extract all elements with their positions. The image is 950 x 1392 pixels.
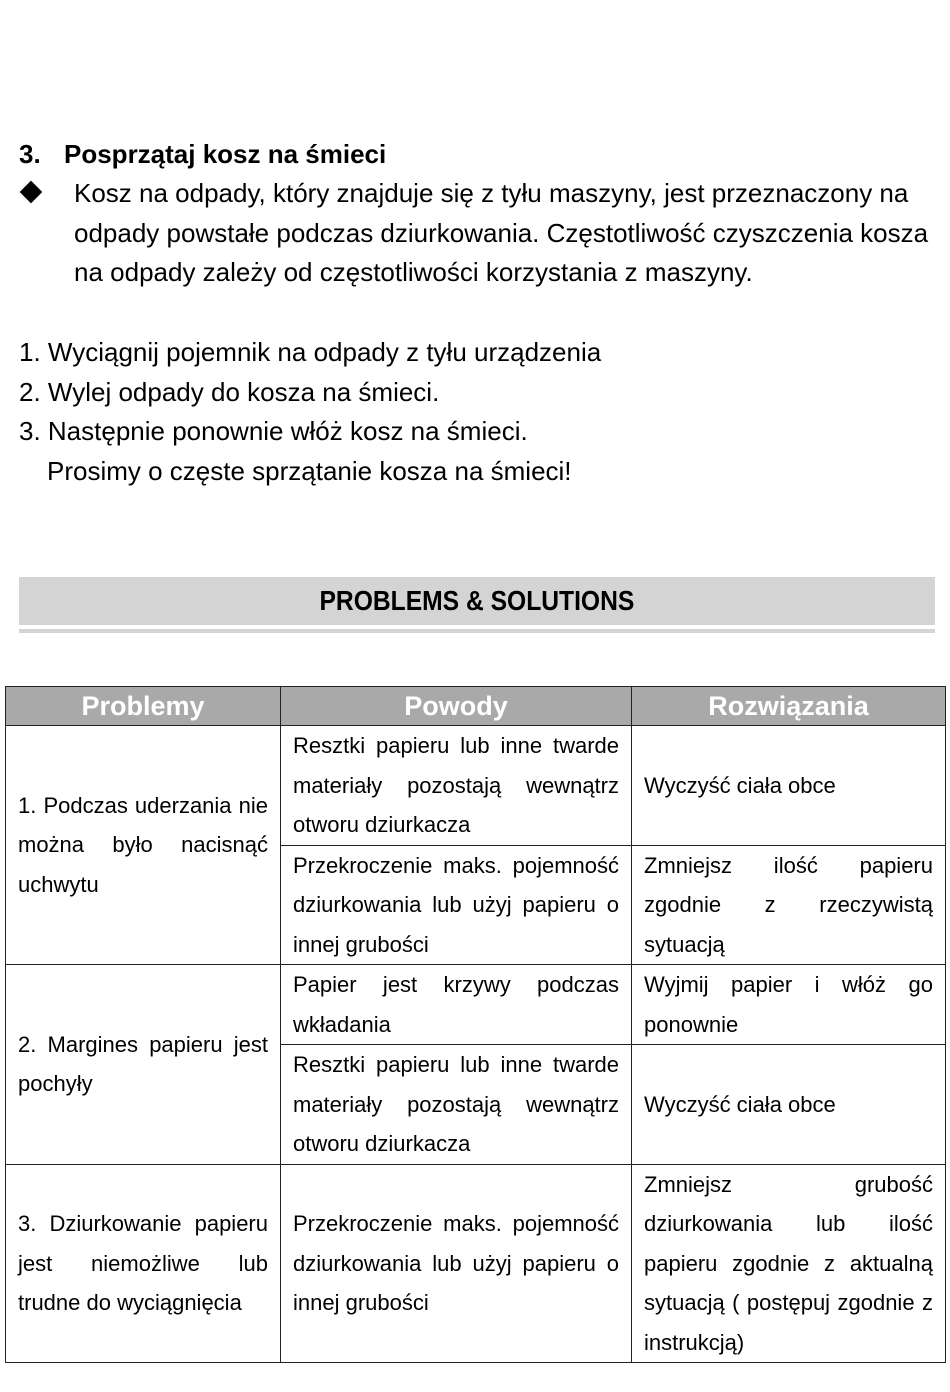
solution-cell: Zmniejsz ilość papieru zgodnie z rzeczywistą sytuacją: [632, 845, 946, 965]
problem-cell: 3. Dziurkowanie papieru jest niemożliwe lub trudne do wyciągnięcia: [6, 1164, 281, 1363]
problem-cell: 1. Podczas uderzania nie można było nacisnąć uchwytu: [6, 726, 281, 965]
table-header-row: [6, 687, 946, 726]
reason-cell: Resztki papieru lub inne twarde materiały pozostają wewnątrz otworu dziurkacza: [281, 726, 632, 846]
reason-cell: Przekroczenie maks. pojemność dziurkowania lub użyj papieru o innej grubości: [281, 845, 632, 965]
problem-cell: 2. Margines papieru jest pochyły: [6, 965, 281, 1165]
section-banner: [19, 577, 935, 625]
section-number: 3.: [19, 139, 41, 169]
step-item: 3. Następnie ponownie włóż kosz na śmieci.: [19, 416, 528, 446]
diamond-bullet-icon: [20, 181, 43, 204]
step-item: 1. Wyciągnij pojemnik na odpady z tyłu urządzenia: [19, 337, 602, 367]
solution-cell: Wyjmij papier i włóż go ponownie: [632, 965, 946, 1045]
problems-solutions-table: [5, 686, 946, 1363]
step-item: 2. Wylej odpady do kosza na śmieci.: [19, 376, 440, 407]
banner-title: PROBLEMS & SOLUTIONS: [319, 585, 635, 616]
header-causes: Powody: [281, 687, 632, 726]
steps-list: [19, 333, 601, 491]
header-problems: Problemy: [6, 687, 281, 726]
solution-cell: Zmniejsz grubość dziurkowania lub ilość papieru zgodnie z aktualną sytuacją ( postępuj zgodnie z instrukcją): [632, 1164, 946, 1363]
header-solutions: Rozwiązania: [632, 687, 946, 726]
section-heading: [19, 139, 386, 170]
cleaning-note: Prosimy o częste sprzątanie kosza na śmieci!: [47, 455, 572, 486]
reason-cell: Papier jest krzywy podczas wkładania: [281, 965, 632, 1045]
reason-cell: Resztki papieru lub inne twarde materiały pozostają wewnątrz otworu dziurkacza: [281, 1045, 632, 1165]
reason-cell: Przekroczenie maks. pojemność dziurkowania lub użyj papieru o innej grubości: [281, 1164, 632, 1363]
info-bullet: [19, 174, 939, 293]
solution-cell: Wyczyść ciała obce: [632, 726, 946, 846]
table-row: [6, 726, 946, 846]
table-row: [6, 965, 946, 1045]
bullet-text: Kosz na odpady, który znajduje się z tyłu maszyny, jest przeznaczony na odpady powstałe podczas dziurkowania. Częstotliwość czyszczenia kosza na odpady zależy od częstotliwości korzystania z maszyny.: [74, 178, 929, 287]
section-title: Posprzątaj kosz na śmieci: [64, 139, 387, 169]
table-row: [6, 1164, 946, 1363]
banner-underline: [19, 629, 935, 633]
solution-cell: Wyczyść ciała obce: [632, 1045, 946, 1165]
